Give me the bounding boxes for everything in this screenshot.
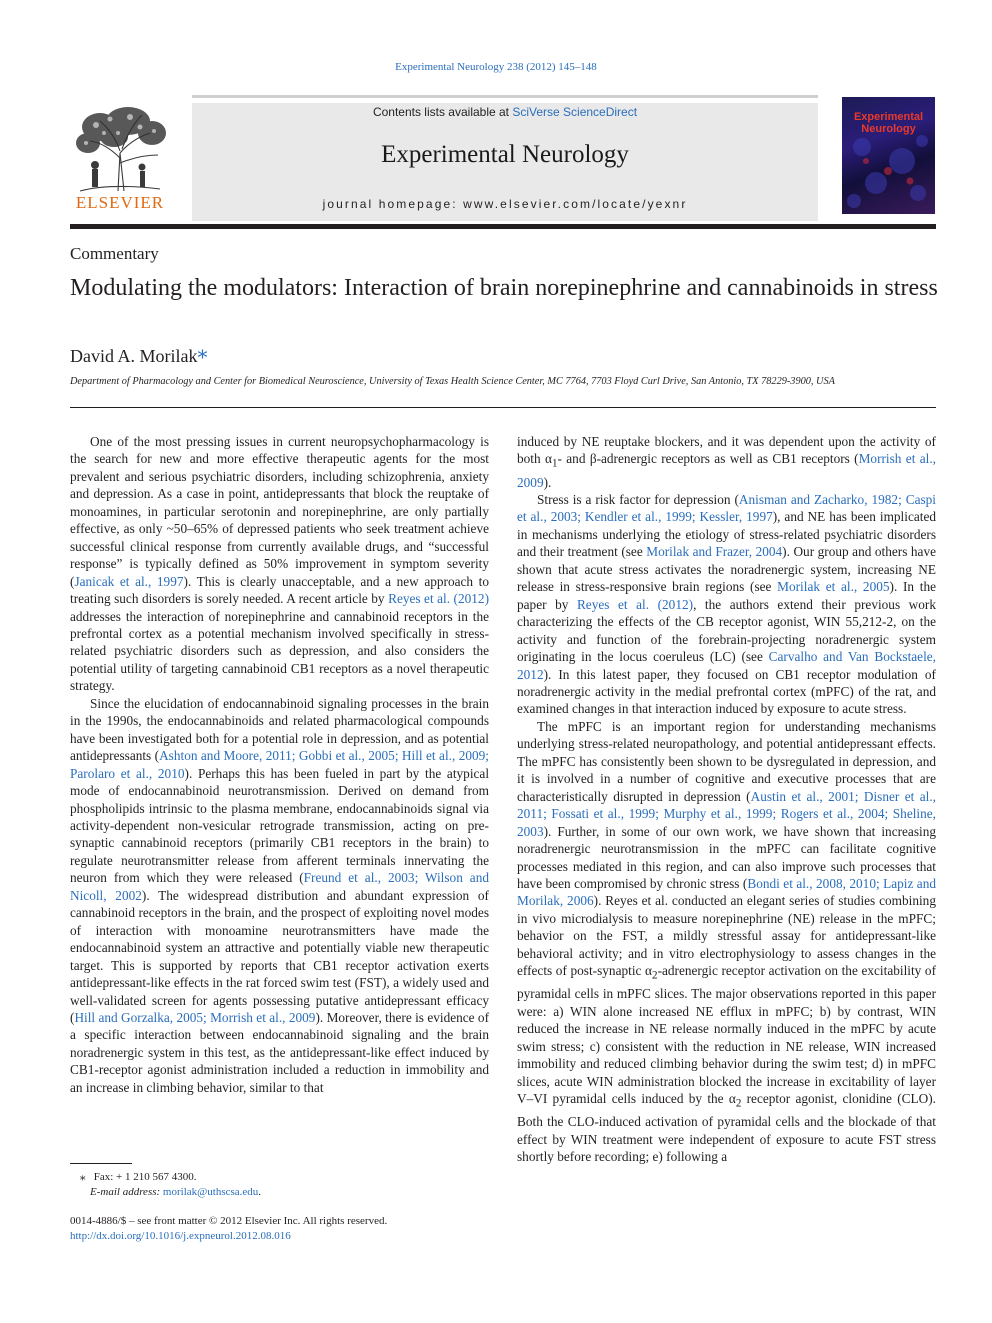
article-section-label: Commentary	[70, 244, 159, 263]
banner-top-rule	[192, 95, 818, 98]
footnote-fax	[80, 1170, 261, 1185]
doi-link[interactable]: http://dx.doi.org/10.1016/j.expneurol.2012.08.016	[70, 1230, 291, 1242]
reference-link[interactable]: Morilak and Frazer, 2004	[646, 544, 783, 560]
text: ). Moreover, there is evidence of a specific interaction between endocannabinoid signaling and the brain noradrenergic system in this test, as the antidepressant-like effect induced by CB1-receptor agonist administration included a reduction in immobility and an increase in climbing behavior, similar to that	[70, 1009, 490, 1095]
email-link[interactable]: morilak@uthscsa.edu	[162, 1186, 259, 1198]
reference-link[interactable]: Carvalho and Van Bockstaele, 2012	[517, 649, 936, 682]
reference-link[interactable]: Morilak et al., 2005	[777, 579, 890, 595]
subscript: 2	[735, 1097, 742, 1110]
text: - and β-adrenergic receptors as well as CB1 receptors (	[557, 451, 859, 467]
subscript: 1	[551, 458, 558, 471]
paragraph	[70, 433, 489, 695]
text: ). In the paper by	[517, 579, 936, 612]
text: ). Our group and others have shown that acute stress activates the noradrenergic system, increasing NE release in stress-responsive brain regions (see	[517, 544, 936, 595]
contents-line	[192, 105, 818, 119]
journal-citation[interactable]: Experimental Neurology 238 (2012) 145–148	[395, 61, 597, 73]
footnote-email	[80, 1185, 261, 1200]
text: One of the most pressing issues in current neuropsychopharmacology is the search for new and more effective therapeutic agents for the most prevalent and serious psychiatric disorders, including schizophrenia, anxiety and depression. As a case in point, antidepressants that block the reuptake of monoamines, in particular serotonin and norepinephrine, are only partially effective, as only ~50–65% of depressed patients who seek treatment achieve successful clinical response from currently available drugs, and “successful response” is typically defined as 50% improvement in symptom severity (	[70, 434, 489, 589]
text: addresses the interaction of norepinephrine and cannabinoid receptors in the prefrontal cortex as a potential mechanism involved specifically in stress-related psychiatric disorders such as depression, and also considers the potential utility of targeting cannabinoid CB1 receptors as a novel therapeutic strategy.	[70, 608, 489, 694]
journal-homepage[interactable]: journal homepage: www.elsevier.com/locate/yexnr	[322, 197, 688, 211]
author-affiliation: Department of Pharmacology and Center for Biomedical Neuroscience, University of Texas Health Science Center, MC 7764, 7703 Floyd Curl Drive, San Antonio, TX 78229-3900, USA	[70, 376, 835, 387]
text: -adrenergic receptor activation on the excitability of pyramidal cells in mPFC slices. The major observations reported in this paper were: a) WIN alone increased NE efflux in mPFC; b) by contrast, WIN reduced the increase in NE release normally induced in the mPFC by acute swim stress; c) consistent with the reduction in NE release, WIN increased immobility and reduced climbing behavior during the swim test; d) in mPFC slices, acute WIN administration blocked the increase in excitability of layer V–VI pyramidal cells induced by the α	[517, 963, 936, 1107]
text: ). In this latest paper, they focused on CB1 receptor modulation of noradrenergic activity in the medial prefrontal cortex (mPFC) of the rat, and examined changes in that interaction induced by exposure to acute stress.	[517, 666, 936, 717]
reference-link[interactable]: Ashton and Moore, 2011; Gobbi et al., 2005; Hill et al., 2009; Parolaro et al., 2010	[70, 748, 489, 781]
paragraph	[70, 695, 489, 1096]
paragraph	[517, 718, 936, 1166]
text: ), and NE has been implicated in mechanisms underlying the etiology of stress-related psychiatric disorders and their treatment (see	[517, 509, 936, 560]
footnote-mark: ⁎	[80, 1171, 86, 1183]
text: ). Perhaps this has been fueled in part by the atypical mode of endocannabinoid neurotransmission. Derived on demand from phospholipids intrinsic to the plasma membrane, endocannabinoids signal via activity-dependent non-vesicular retrograde transmission, acting on pre-synaptic cannabinoid receptors (primarily CB1 receptors in the brain) to regulate neurotransmitter release from afferent terminals innervating the neuron from which they were released (	[70, 765, 490, 886]
reference-link[interactable]: Reyes et al. (2012)	[576, 596, 694, 612]
paragraph	[517, 433, 936, 491]
author-line	[70, 343, 208, 368]
corresponding-author-mark[interactable]: ⁎	[197, 341, 208, 363]
copyright-block	[70, 1214, 387, 1244]
journal-cover-thumbnail[interactable]	[842, 97, 935, 214]
body-column-right	[517, 433, 936, 1166]
body-column-left	[70, 433, 489, 1096]
reference-link[interactable]: Morrish et al., 2009	[517, 451, 936, 490]
text: induced by NE reuptake blockers, and it was dependent upon the activity of both α	[517, 434, 936, 467]
text: ).	[543, 474, 552, 490]
reference-link[interactable]: Hill and Gorzalka, 2005; Morrish et al., 2009	[74, 1009, 316, 1025]
reference-link[interactable]: Freund et al., 2003; Wilson and Nicoll, 2002	[70, 870, 489, 903]
text: ). Reyes et al. conducted an elegant series of studies combining in vivo microdialysis to measure norepinephrine (NE) release in the mPFC; behavior on the FST, a mildly stressful assay for antidepressant-like behavioral activity; and in vitro electrophysiology to assess changes in the effects of post-synaptic α	[517, 893, 936, 979]
text: Since the elucidation of endocannabinoid signaling processes in the brain in the 1990s, the endocannabinoids and related pharmacological compounds have been investigated both for a potential role in depression, and as potential antidepressants (	[70, 695, 489, 764]
text: , the authors extend their previous work characterizing the effects of the CB receptor agonist, WIN 55,212-2, on the activity and function of the forebrain-projecting noradrenergic system originating in the locus coeruleus (LC) (see	[517, 596, 937, 665]
reference-link[interactable]: Austin et al., 2001; Disner et al., 2011; Fossati et al., 1999; Murphy et al., 1999; Rogers et al., 2004; Sheline, 2003	[517, 788, 936, 839]
publisher-wordmark: ELSEVIER	[75, 193, 165, 212]
text: ). The widespread distribution and abundant expression of cannabinoid receptors in the brain, and the prospect of exploiting novel modes of interaction with monoamine neurotransmitters have made the endocannabinoid system an attractive and potentially viable new therapeutic target. This is supported by reports that CB1 receptor activation exerts antidepressant-like effects in the rat forced swim test (FST), a widely used and well-validated screen for agents possessing putative antidepressant efficacy (	[70, 887, 489, 1025]
reference-link[interactable]: Janicak et al., 1997	[74, 573, 184, 589]
reference-link[interactable]: Bondi et al., 2008, 2010; Lapiz and Morilak, 2006	[517, 875, 937, 909]
reference-link[interactable]: Anisman and Zacharko, 1982; Caspi et al., 2003; Kendler et al., 1999; Kessler, 1997	[517, 492, 936, 525]
header-divider	[70, 224, 936, 229]
reference-link[interactable]: Reyes et al. (2012)	[388, 591, 490, 607]
footnote-rule	[70, 1163, 132, 1164]
sciencedirect-link[interactable]: SciVerse ScienceDirect	[512, 105, 638, 119]
paragraph	[517, 491, 936, 718]
cover-title: Experimental Neurology	[853, 111, 924, 135]
article-title: Modulating the modulators: Interaction of brain norepinephrine and cannabinoids in stress	[70, 275, 938, 301]
text: Stress is a risk factor for depression (	[537, 492, 739, 508]
email-label: E-mail address:	[90, 1186, 161, 1198]
text: The mPFC is an important region for understanding mechanisms underlying stress-related neuropathology, and potential antidepressant effects. The mPFC has consistently been shown to be dysregulated in depression, and it is involved in a number of cognitive and executive processes that are characteristically disrupted in depression (	[517, 718, 936, 804]
text: receptor agonist, clonidine (CLO). Both the CLO-induced activation of pyramidal cells and the blockade of that effect by WIN treatment were independent of exposure to acute FST stress shortly before recording; e) following a	[517, 1091, 936, 1165]
issn-line: 0014-4886/$ – see front matter © 2012 Elsevier Inc. All rights reserved.	[70, 1215, 388, 1227]
journal-title: Experimental Neurology	[381, 141, 629, 168]
text: ). This is clearly unacceptable, and a new approach to treating such disorders is sorely needed. A recent article by	[70, 573, 489, 607]
subscript: 2	[652, 969, 658, 982]
author-name: David A. Morilak	[70, 346, 198, 366]
text: ). Further, in some of our own work, we have shown that increasing noradrenergic neurotransmission in the mPFC can facilitate cognitive processes mediated in this region, and can also improve such processes that have been compromised by chronic stress (	[517, 823, 936, 891]
text: .	[258, 1186, 262, 1198]
fax-number: Fax: + 1 210 567 4300.	[93, 1171, 197, 1183]
contents-prefix: Contents lists available at	[372, 105, 513, 119]
footnote	[80, 1170, 261, 1200]
affiliation-divider	[70, 407, 936, 408]
